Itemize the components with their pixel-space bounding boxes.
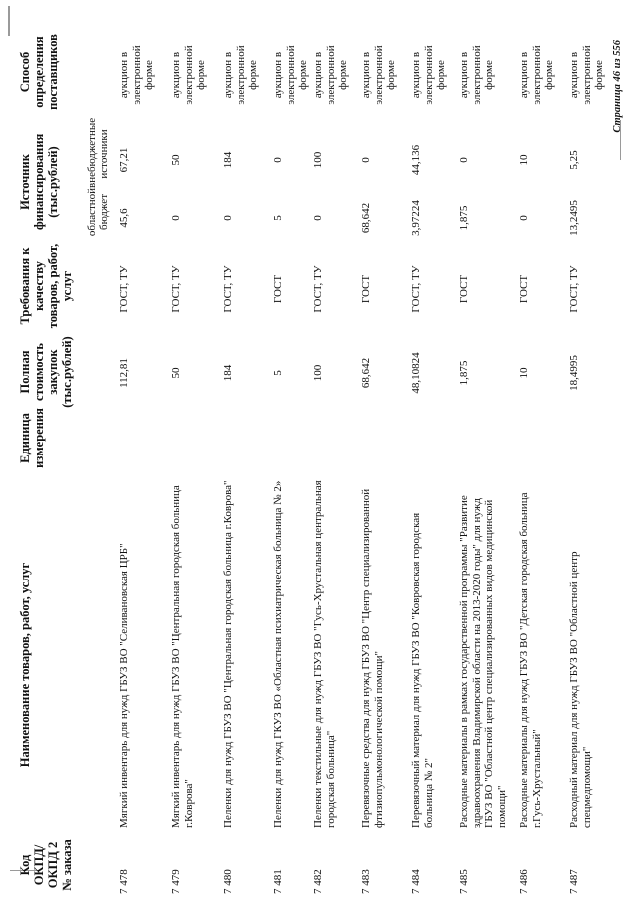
row-funding-offbudget: 44,136	[410, 144, 422, 176]
row-funding-regional: 45,6	[118, 208, 130, 228]
row-cost: 68,642	[360, 357, 372, 389]
row-funding-regional: 3,97224	[410, 200, 422, 236]
row-code: 7 485	[458, 869, 470, 894]
row-cost: 1,875	[458, 360, 470, 386]
row-requirements: ГОСТ, ТУ	[118, 265, 130, 313]
row-funding-regional: 0	[518, 215, 530, 221]
row-funding-offbudget: 0	[458, 157, 470, 163]
row-code: 7 478	[118, 869, 130, 894]
row-name: Мягкий инвентарь для нужд ГБУЗ ВО "Селивановская ЦРБ"	[118, 543, 130, 828]
row-code: 7 487	[568, 869, 580, 894]
row-method: аукцион в электронной форме	[272, 45, 309, 105]
row-funding-offbudget: 184	[222, 151, 234, 169]
row-name: Пеленки для нужд ГКУЗ ВО «Областная психиатрическая больница № 2»	[272, 480, 284, 828]
row-requirements: ГОСТ	[272, 274, 284, 304]
row-funding-regional: 5	[272, 215, 284, 221]
row-method: аукцион в электронной форме	[518, 45, 555, 105]
row-requirements: ГОСТ	[518, 274, 530, 304]
row-method: аукцион в электронной форме	[222, 45, 259, 105]
row-funding-regional: 13,2495	[568, 200, 580, 236]
row-name: Пеленки для нужд ГБУЗ ВО "Центральная городская больница г.Коврова"	[222, 480, 234, 828]
row-cost: 100	[312, 364, 324, 382]
row-name: Пеленки текстильные для нужд ГБУЗ ВО "Гусь-Хрустальная центральная городская больница"	[312, 480, 337, 828]
row-funding-regional: 0	[222, 215, 234, 221]
row-requirements: ГОСТ	[458, 274, 470, 304]
row-name: Мягкий инвентарь для нужд ГБУЗ ВО "Центральная городская больница г.Коврова"	[170, 485, 195, 828]
header-funding-offbudget: внебюджетные источники	[86, 117, 110, 188]
row-funding-offbudget: 10	[518, 154, 530, 166]
row-method: аукцион в электронной форме	[312, 45, 349, 105]
header-code: Код ОКПД/ ОКПД 2 № заказа	[18, 839, 74, 891]
row-cost: 18,4995	[568, 355, 580, 391]
row-funding-regional: 0	[170, 215, 182, 221]
row-funding-offbudget: 67,21	[118, 147, 130, 173]
row-method: аукцион в электронной форме	[458, 45, 495, 105]
row-funding-regional: 1,875	[458, 205, 470, 231]
page-footer: Страница 46 из 556	[612, 40, 623, 133]
row-code: 7 479	[170, 869, 182, 894]
row-requirements: ГОСТ, ТУ	[222, 265, 234, 313]
row-cost: 10	[518, 367, 530, 379]
header-funding-regional: областной бюджет	[86, 187, 110, 237]
header-cost: Полная стоимость закупок (тыс.рублей)	[18, 336, 74, 408]
row-method: аукцион в электронной форме	[118, 45, 155, 105]
row-code: 7 486	[518, 869, 530, 894]
row-name: Перевязочный материал для нужд ГБУЗ ВО "Ковровская городская больница № 2"	[410, 512, 435, 828]
row-code: 7 481	[272, 869, 284, 894]
row-method: аукцион в электронной форме	[170, 45, 207, 105]
row-name: Расходные материалы для нужд ГБУЗ ВО "Детская городская больница г.Гусь-Хрустальный"	[518, 492, 543, 828]
row-funding-regional: 0	[312, 215, 324, 221]
row-name: Расходный материал для нужд ГБУЗ ВО "Областной центр спецмедпомощи"	[568, 551, 593, 828]
header-method: Способ определения поставщиков	[18, 34, 60, 110]
row-requirements: ГОСТ, ТУ	[170, 265, 182, 313]
row-funding-offbudget: 0	[360, 157, 372, 163]
row-funding-offbudget: 100	[312, 151, 324, 169]
row-code: 7 483	[360, 869, 372, 894]
row-requirements: ГОСТ, ТУ	[312, 265, 324, 313]
row-code: 7 484	[410, 869, 422, 894]
row-requirements: ГОСТ, ТУ	[410, 265, 422, 313]
row-cost: 112,81	[118, 358, 130, 388]
row-funding-offbudget: 5,25	[568, 150, 580, 170]
row-funding-regional: 68,642	[360, 202, 372, 234]
row-code: 7 480	[222, 869, 234, 894]
header-unit: Единица измерения	[18, 408, 46, 468]
header-requirements: Требования к качеству товаров, работ, услуг	[18, 243, 74, 329]
row-name: Перевязочные средства для нужд ГБУЗ ВО "Центр специализированной фтизиопульмонологической помощи"	[360, 488, 385, 828]
row-name: Расходные материалы в рамках государственной программы "Развитие здравоохранения Владимирской области на 2013-2020 годы" для нужд ГБУЗ ВО "Областной центр специализированных видов медицинской помощи"	[458, 495, 508, 828]
row-method: аукцион в электронной форме	[410, 45, 447, 105]
row-code: 7 482	[312, 869, 324, 894]
row-funding-offbudget: 0	[272, 157, 284, 163]
header-funding: Источник финансирования (тыс.рублей)	[18, 133, 60, 230]
row-requirements: ГОСТ, ТУ	[568, 265, 580, 313]
row-cost: 50	[170, 367, 182, 379]
row-cost: 48,10824	[410, 352, 422, 394]
rotated-document-page	[10, 0, 630, 900]
row-cost: 5	[272, 370, 284, 376]
row-method: аукцион в электронной форме	[360, 45, 397, 105]
row-requirements: ГОСТ	[360, 274, 372, 304]
row-funding-offbudget: 50	[170, 154, 182, 166]
header-name: Наименование товаров, работ, услуг	[18, 562, 32, 768]
row-method: аукцион в электронной форме	[568, 45, 605, 105]
row-cost: 184	[222, 364, 234, 382]
